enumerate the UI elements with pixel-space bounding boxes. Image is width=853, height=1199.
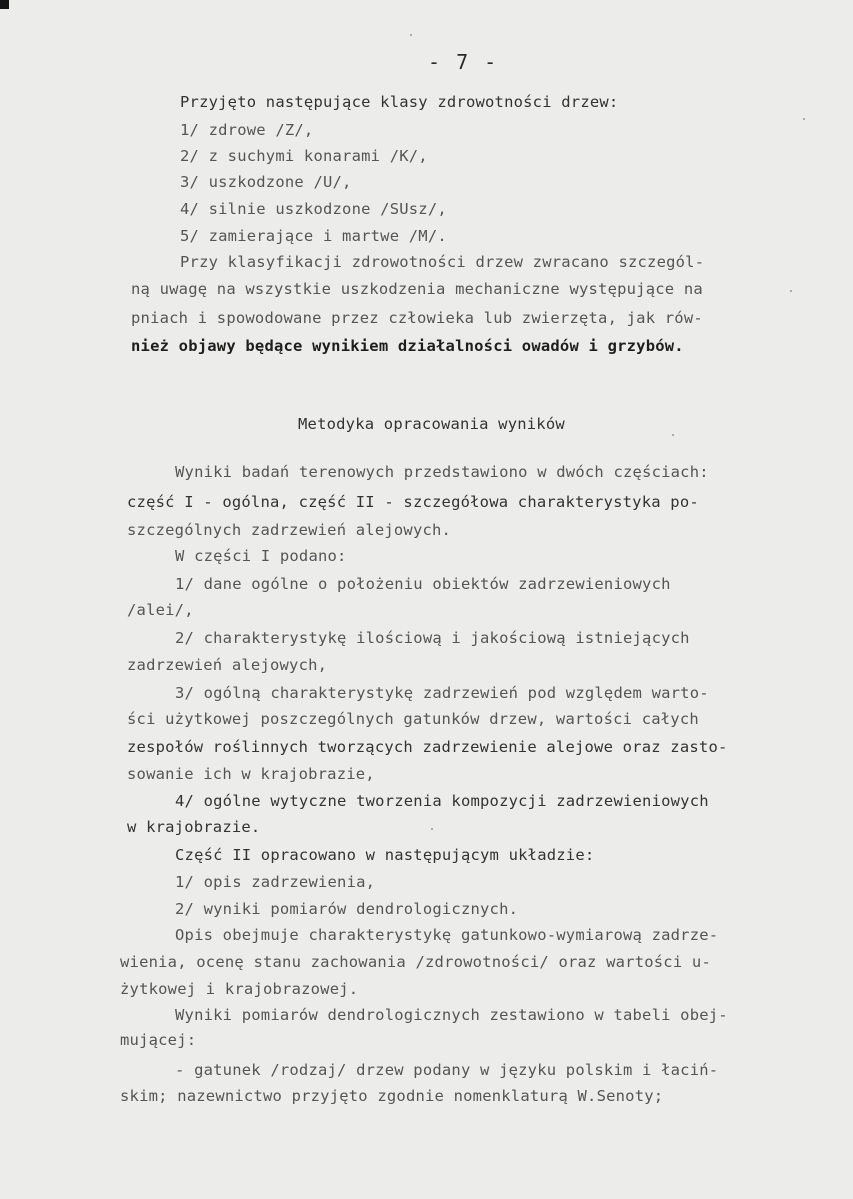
part1-item-line: zespołów roślinnych tworzących zadrzewienie alejowe oraz zasto- bbox=[127, 738, 728, 756]
paragraph-line: część I - ogólna, część II - szczegółowa charakterystyka po- bbox=[127, 493, 699, 511]
paragraph-line: Wyniki badań terenowych przedstawiono w dwóch częściach: bbox=[175, 463, 709, 481]
paragraph-line: skim; nazewnictwo przyjęto zgodnie nomenklaturą W.Senoty; bbox=[120, 1087, 664, 1105]
paragraph-line: Przy klasyfikacji zdrowotności drzew zwracano szczegól- bbox=[180, 253, 705, 271]
classes-intro: Przyjęto następujące klasy zdrowotności drzew: bbox=[180, 93, 619, 111]
part1-item-line: 2/ charakterystykę ilościową i jakościową istniejących bbox=[175, 629, 690, 647]
paragraph-line: żytkowej i krajobrazowej. bbox=[120, 980, 359, 998]
class-item: 3/ uszkodzone /U/, bbox=[180, 173, 352, 191]
paragraph-line: - gatunek /rodzaj/ drzew podany w języku polskim i łaciń- bbox=[175, 1061, 719, 1079]
part2-intro: Część II opracowano w następującym układzie: bbox=[175, 846, 595, 864]
part1-item-line: zadrzewień alejowych, bbox=[127, 656, 328, 674]
section-heading: Metodyka opracowania wyników bbox=[298, 415, 565, 433]
paragraph-line: ną uwagę na wszystkie uszkodzenia mechaniczne występujące na bbox=[131, 280, 703, 298]
scan-speck bbox=[803, 118, 805, 120]
paragraph-line: mującej: bbox=[120, 1031, 197, 1049]
part1-item-line: 1/ dane ogólne o położeniu obiektów zadrzewieniowych bbox=[175, 575, 671, 593]
scan-speck bbox=[431, 828, 433, 830]
part1-intro: W części I podano: bbox=[175, 547, 347, 565]
scan-corner-mark bbox=[0, 0, 9, 9]
part1-item-line: ści użytkowej poszczególnych gatunków drzew, wartości całych bbox=[127, 710, 699, 728]
part1-item-line: 4/ ogólne wytyczne tworzenia kompozycji zadrzewieniowych bbox=[175, 792, 709, 810]
scan-speck bbox=[672, 434, 674, 436]
scan-speck bbox=[410, 34, 412, 36]
paragraph-line: Wyniki pomiarów dendrologicznych zestawiono w tabeli obej- bbox=[175, 1006, 728, 1024]
paragraph-line: nież objawy będące wynikiem działalności owadów i grzybów. bbox=[131, 337, 684, 355]
scan-speck bbox=[790, 290, 792, 292]
class-item: 4/ silnie uszkodzone /SUsz/, bbox=[180, 200, 447, 218]
class-item: 5/ zamierające i martwe /M/. bbox=[180, 227, 447, 245]
part2-item: 2/ wyniki pomiarów dendrologicznych. bbox=[175, 900, 519, 918]
paragraph-line: Opis obejmuje charakterystykę gatunkowo-wymiarową zadrze- bbox=[175, 926, 719, 944]
class-item: 2/ z suchymi konarami /K/, bbox=[180, 147, 428, 165]
part2-item: 1/ opis zadrzewienia, bbox=[175, 873, 376, 891]
part1-item-line: /alei/, bbox=[127, 601, 194, 619]
paragraph-line: pniach i spowodowane przez człowieka lub zwierzęta, jak rów- bbox=[131, 309, 703, 327]
part1-item-line: w krajobrazie. bbox=[127, 818, 261, 836]
page-number: - 7 - bbox=[428, 50, 499, 74]
class-item: 1/ zdrowe /Z/, bbox=[180, 121, 314, 139]
part1-item-line: 3/ ogólną charakterystykę zadrzewień pod względem warto- bbox=[175, 684, 709, 702]
part1-item-line: sowanie ich w krajobrazie, bbox=[127, 765, 375, 783]
paragraph-line: wienia, ocenę stanu zachowania /zdrowotności/ oraz wartości u- bbox=[120, 953, 711, 971]
paragraph-line: szczególnych zadrzewień alejowych. bbox=[127, 521, 452, 539]
